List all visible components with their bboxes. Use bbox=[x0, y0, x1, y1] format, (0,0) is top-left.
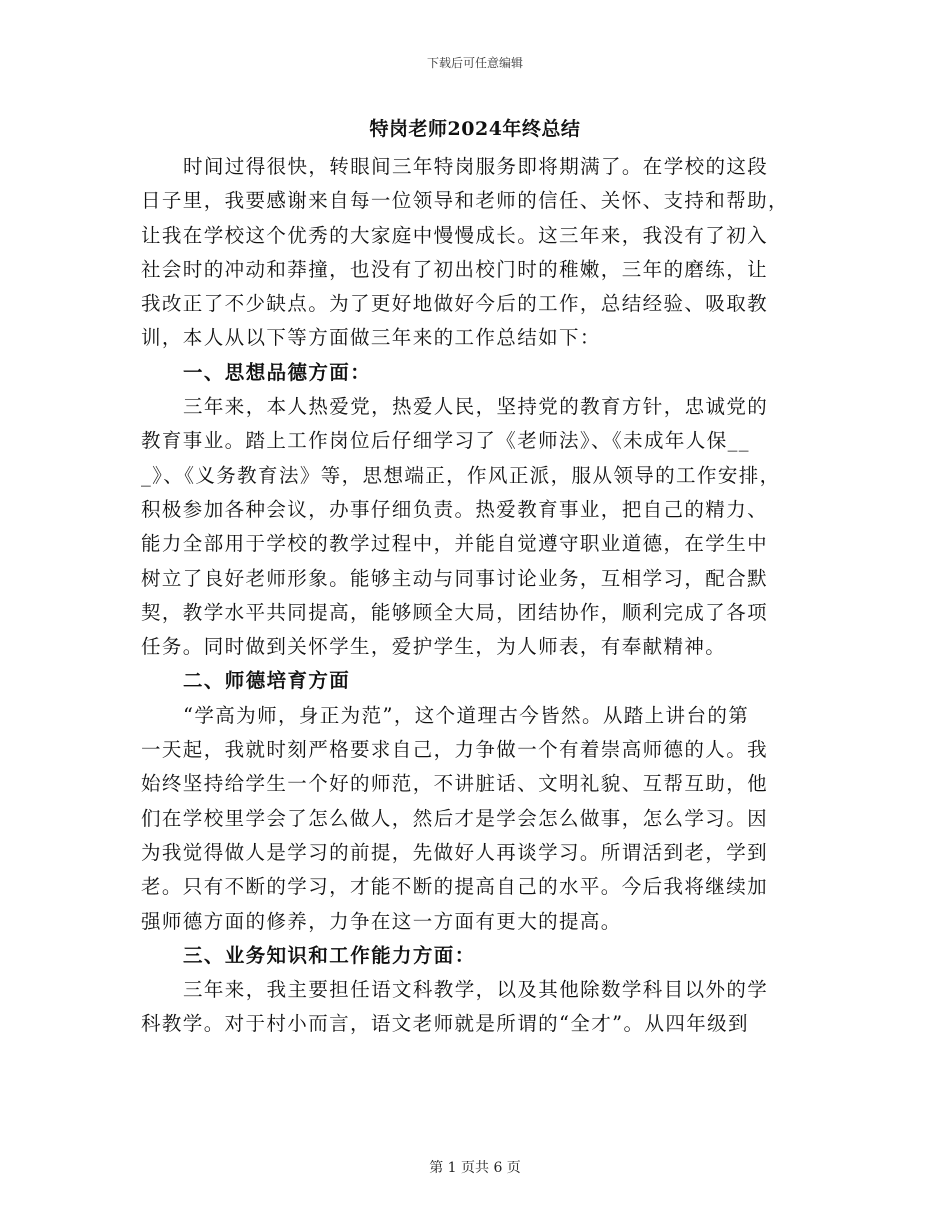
section-heading: 三、业务知识和工作能力方面： bbox=[183, 943, 476, 967]
text-line: 教育事业。踏上工作岗位后仔细学习了《老师法》、《未成年人保__ bbox=[141, 429, 750, 453]
text-line: 老。只有不断的学习，才能不断的提高自己的水平。今后我将继续加 bbox=[141, 875, 769, 899]
text-line: 训，本人从以下等方面做三年来的工作总结如下： bbox=[141, 326, 601, 350]
document-title: 特岗老师2024年终总结 bbox=[369, 118, 581, 140]
text-line: 时间过得很快，转眼间三年特岗服务即将期满了。在学校的这段 bbox=[183, 155, 769, 178]
text-line: 三年来，本人热爱党，热爱人民，坚持党的教育方针，忠诚党的 bbox=[183, 395, 769, 419]
text-line: 我改正了不少缺点。为了更好地做好今后的工作，总结经验、吸取教 bbox=[141, 292, 769, 316]
text-line: 强师德方面的修养，力争在这一方面有更大的提高。 bbox=[141, 909, 622, 933]
text-line: 任务。同时做到关怀学生，爱护学生，为人师表，有奉献精神。 bbox=[141, 635, 727, 659]
document-body bbox=[141, 150, 821, 1042]
text-line: 为我觉得做人是学习的前提，先做好人再谈学习。所谓活到老，学到 bbox=[141, 840, 769, 864]
text-line: 能力全部用于学校的教学过程中，并能自觉遵守职业道德，在学生中 bbox=[141, 532, 769, 556]
section-heading: 二、师德培育方面 bbox=[183, 669, 351, 693]
text-line: 树立了良好老师形象。能够主动与同事讨论业务，互相学习，配合默 bbox=[141, 566, 769, 590]
text-line: 让我在学校这个优秀的大家庭中慢慢成长。这三年来，我没有了初入 bbox=[141, 223, 769, 247]
text-line: 积极参加各种会议，办事仔细负责。热爱教育事业，把自己的精力、 bbox=[141, 497, 769, 521]
text-line: “学高为师，身正为范”，这个道理古今皆然。从踏上讲台的第 bbox=[183, 703, 750, 727]
section-heading: 一、思想品德方面： bbox=[183, 360, 372, 384]
text-line: 一天起，我就时刻严格要求自己，力争做一个有着崇高师德的人。我 bbox=[141, 738, 769, 762]
text-line: 三年来，我主要担任语文科教学，以及其他除数学科目以外的学 bbox=[183, 978, 769, 1002]
text-line: _》、《义务教育法》等，思想端正，作风正派，服从领导的工作安排， bbox=[141, 463, 781, 487]
text-line: 社会时的冲动和莽撞，也没有了初出校门时的稚嫩，三年的磨练，让 bbox=[141, 257, 769, 281]
page-header: 下载后可任意编辑 bbox=[426, 56, 523, 70]
text-line: 始终坚持给学生一个好的师范，不讲脏话、文明礼貌、互帮互助，他 bbox=[141, 772, 769, 796]
text-line: 日子里，我要感谢来自每一位领导和老师的信任、关怀、支持和帮助， bbox=[141, 189, 789, 213]
page-footer: 第 1 页共 6 页 bbox=[429, 1160, 521, 1176]
text-line: 们在学校里学会了怎么做人，然后才是学会怎么做事，怎么学习。因 bbox=[141, 806, 769, 830]
text-line: 契，教学水平共同提高，能够顾全大局，团结协作，顺利完成了各项 bbox=[141, 600, 769, 624]
text-line: 科教学。对于村小而言，语文老师就是所谓的“全才”。从四年级到 bbox=[141, 1012, 749, 1036]
